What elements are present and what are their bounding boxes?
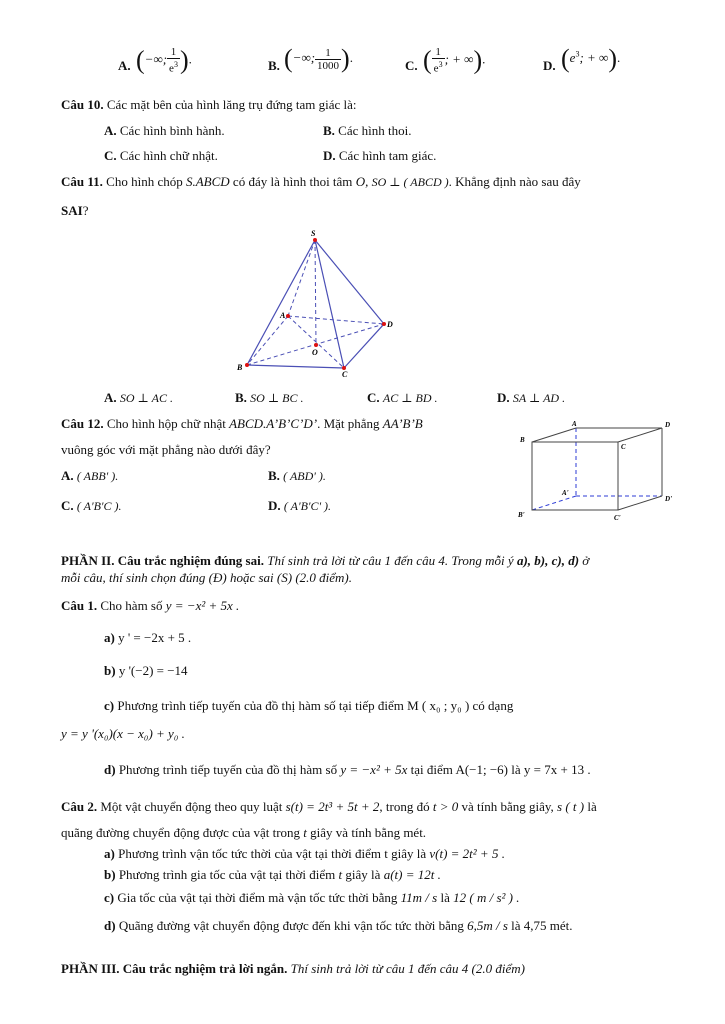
box-label-D1: D' [665, 495, 672, 503]
box-label-D: D [665, 421, 671, 429]
p2q2-b: b) Phương trình gia tốc của vật tại thời điểm t giây là a(t) = 12t . [104, 867, 441, 882]
q11-stem-line2: SAI? [61, 203, 89, 218]
q9-a-expr: (−∞; $\frac{1}{e^3}$ ). [136, 45, 192, 75]
label-C: C [342, 370, 348, 378]
box-label-C: C [621, 443, 626, 451]
q12-stem-line2: vuông góc với mặt phẳng nào dưới đây? [61, 442, 271, 457]
q10-option-c: C. Các hình chữ nhật. [104, 148, 218, 163]
p2q2-d: d) Quãng đường vật chuyển động được đến khi vận tốc tức thời bằng 6,5m / s là 4,75 mét. [104, 918, 573, 933]
p2q1-b: b) y '(−2) = −14 [104, 663, 188, 678]
label-A: A [280, 311, 286, 320]
q9-d-label: D. [543, 58, 556, 73]
box-label-B1: B' [518, 511, 525, 519]
box-figure [512, 418, 682, 524]
p2q2-c: c) Gia tốc của vật tại thời điểm mà vận tốc tức thời bằng 11m / s là 12 ( m / s² ) . [104, 890, 520, 905]
q10-stem: Câu 10. Các mặt bên của hình lăng trụ đứng tam giác là: [61, 97, 357, 112]
q12-option-a: A. ( ABB' ). [61, 468, 119, 483]
p2q1-d: d) Phương trình tiếp tuyến của đồ thị hàm số y = −x² + 5x tại điểm A(−1; −6) là y = 7x + 13 . [104, 762, 591, 777]
q9-a-label: A. [118, 58, 131, 73]
part3-heading: PHẦN III. Câu trắc nghiệm trả lời ngắn. Thí sinh trả lời từ câu 1 đến câu 4 (2.0 điểm) [61, 961, 525, 976]
q12-option-c: C. ( A'B'C ). [61, 498, 122, 513]
p2q2-a: a) Phương trình vận tốc tức thời của vật tại thời điểm t giây là v(t) = 2t² + 5 . [104, 846, 505, 861]
label-O: O [312, 348, 318, 357]
q9-d-expr: ($e^3$; + ∞). [561, 44, 621, 73]
box-label-B: B [520, 436, 525, 444]
q11-option-d: D. SA ⊥ AD . [497, 390, 566, 405]
box-label-A1: A' [562, 489, 569, 497]
p2q2-stem: Câu 2. Một vật chuyển động theo quy luật s(t) = 2t³ + 5t + 2, trong đó t > 0 và tính bằng giây, s ( t ) là [61, 799, 597, 814]
q10-option-a: A. Các hình bình hành. [104, 123, 225, 138]
box-label-C1: C' [614, 514, 621, 522]
q9-c-label: C. [405, 58, 418, 73]
box-label-A: A [572, 420, 577, 428]
q9-b-expr: (−∞; $\frac{1}{1000}$ ). [284, 44, 353, 73]
p2q2-stem-line2: quãng đường chuyển động được của vật trong t giây và tính bằng mét. [61, 825, 427, 840]
label-B: B [237, 363, 243, 372]
p2q1-stem: Câu 1. Cho hàm số y = −x² + 5x . [61, 598, 240, 613]
q11-option-a: A. SO ⊥ AC . [104, 390, 173, 405]
q10-option-d: D. Các hình tam giác. [323, 148, 437, 163]
q9-c-expr: ( $\frac{1}{e^3}$ ; + ∞). [423, 45, 486, 75]
part2-heading-line2: mỗi câu, thí sinh chọn đúng (Đ) hoặc sai (S) (2.0 điểm). [61, 570, 353, 585]
q12-option-b: B. ( ABD' ). [268, 468, 326, 483]
q10-option-b: B. Các hình thoi. [323, 123, 412, 138]
q9-options [118, 44, 638, 84]
p2q1-a: a) y ' = −2x + 5 . [104, 630, 192, 645]
label-D: D [387, 320, 393, 329]
q11-stem: Câu 11. Cho hình chóp S.ABCD có đáy là hình thoi tâm O, SO ⊥ ( ABCD ). Khẳng định nào sau đây [61, 174, 581, 189]
q11-option-c: C. AC ⊥ BD . [367, 390, 438, 405]
part2-heading: PHẦN II. Câu trắc nghiệm đúng sai. Thí sinh trả lời từ câu 1 đến câu 4. Trong mỗi ý a), b), c), d) ở [61, 553, 590, 568]
label-S: S [311, 229, 316, 238]
q12-option-d: D. ( A'B'C' ). [268, 498, 332, 513]
q12-stem: Câu 12. Cho hình hộp chữ nhật ABCD.A’B’C’D’. Mặt phẳng AA’B’B [61, 416, 423, 431]
q11-option-b: B. SO ⊥ BC . [235, 390, 304, 405]
pyramid-figure [232, 228, 412, 378]
q9-b-label: B. [268, 58, 280, 73]
p2q1-c-formula: y = y '(x₀)(x − x₀) + y₀ . [61, 726, 185, 741]
p2q1-c: c) Phương trình tiếp tuyến của đồ thị hàm số tại tiếp điểm M ( x₀ ; y₀ ) có dạng [104, 698, 514, 713]
